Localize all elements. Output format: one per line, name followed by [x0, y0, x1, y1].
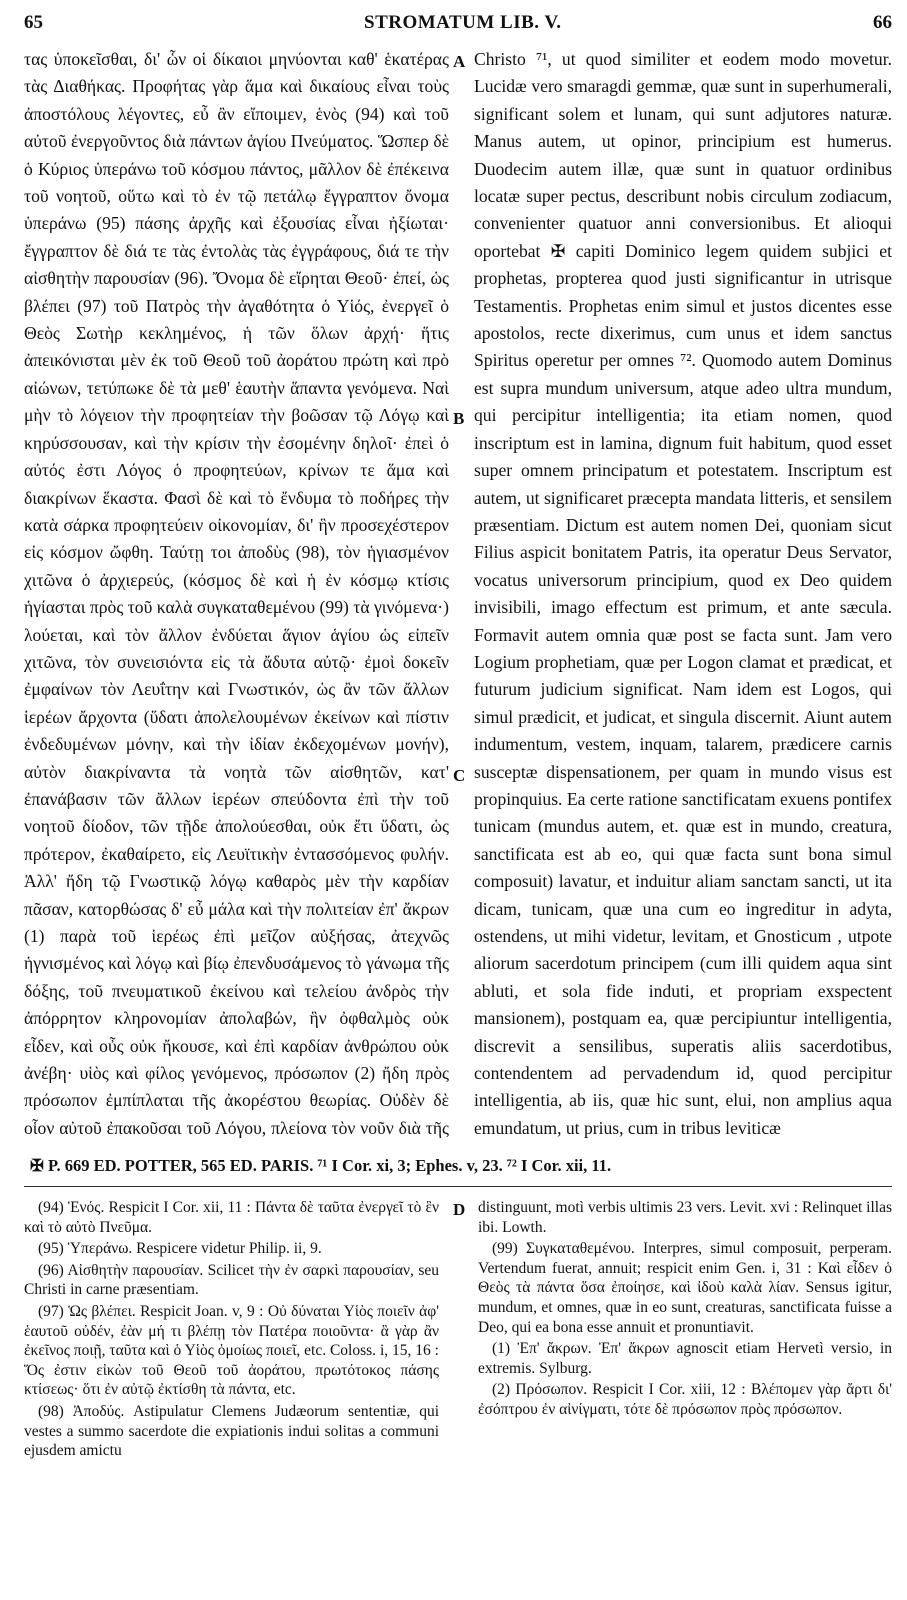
note-96: (96) Αἰσθητὴν παρουσίαν. Scilicet τὴν ἐν σαρκὶ παρουσίαν, seu Christi in carne præsentiam.	[24, 1261, 439, 1299]
page-number-left: 65	[24, 12, 43, 33]
greek-text-column	[24, 46, 449, 1146]
notes-divider	[24, 1186, 892, 1187]
note-1: (1) Ἐπ' ἄκρων. Ἐπ' ἄκρων agnoscit etiam Hervetì versio, in extremis. Sylburg.	[478, 1340, 892, 1377]
running-title: STROMATUM LIB. V.	[364, 12, 562, 33]
note-97: (97) Ὡς βλέπει. Respicit Joan. v, 9 : Οὐ δύναται Υἱὸς ποιεῖν ἀφ' ἑαυτοῦ οὐδέν, ἐὰν μή τι βλέπῃ τὸν Πατέρα ποιοῦντα· ἃ γὰρ ἂν ἐκεῖνος ποιῇ, ταῦτα καὶ ὁ Υἱὸς ὁμοίως ποιεῖ, etc. Coloss. i, 15, 16 : Ὅς ἐστιν εἰκὼν τοῦ Θεοῦ τοῦ ἀοράτου, πρωτότοκος πάσης κτίσεως· ὅτι ἐν αὐτῷ ἐκτίσθη τὰ πάντα, etc.	[24, 1302, 439, 1399]
note-99: (99) Συγκαταθεμένου. Interpres, simul composuit, perperam. Vertendum fuerat, annuit; respicit enim Gen. i, 31 : Καὶ εἶδεν ὁ Θεὸς τὰ πάντα ὅσα ἐποίησε, καὶ ἰδοὺ καλὰ λίαν. Sensus igitur, mundum, et omnes, quæ in eo sunt, creaturas, sanctificata fuisse a Deo, qui ea bona esse annuit et pronuntiavit.	[478, 1240, 892, 1336]
greek-paragraph: τας ὑποκεῖσθαι, δι' ὧν οἱ δίκαιοι μηνύονται καθ' ἑκατέρας τὰς Διαθήκας. Προφήτας γὰρ ἅμα καὶ δικαίους εἶναι τοὺς ἀποστόλους λέγοντες, εὖ ἂν εἴποιμεν, ἑνὸς (94) καὶ τοῦ αὐτοῦ ἐνεργοῦντος διὰ πάντων ἁγίου Πνεύματος. Ὥσπερ δὲ ὁ Κύριος ὑπεράνω τοῦ κόσμου πάντος, μᾶλλον δὲ ἐπέκεινα τοῦ νοητοῦ, οὕτω καὶ τὸ ἐν τῷ πετάλῳ ἔγγραπτον ὄνομα ὑπεράνω (95) πάσης ἀρχῆς καὶ ἐξουσίας εἶναι ἠξίωται· ἔγγραπτον δὲ διά τε τὰς ἐντολὰς τὰς ἐγγράφους, διά τε τὴν αἰσθητὴν παρουσίαν (96). Ὄνομα δὲ εἴρηται Θεοῦ· ἐπεί, ὡς βλέπει (97) τοῦ Πατρὸς τὴν ἀγαθότητα ὁ Υἱός, ἐνεργεῖ ὁ Θεὸς Σωτὴρ κεκλημένος, ἡ τῶν ὅλων ἀρχή· ἥτις ἀπεικόνισται μὲν ἐκ τοῦ Θεοῦ τοῦ ἀοράτου πρώτη καὶ πρὸ αἰώνων, τετύπωκε δὲ τὰ μεθ' ἑαυτὴν ἅπαντα γενόμενα. Ναὶ μὴν τὸ λόγειον τὴν προφητείαν τὴν βοῶσαν τῷ Λόγῳ καὶ κηρύσσουσαν, καὶ τὴν κρίσιν τὴν ἐσομένην δηλοῖ· ἐπεὶ ὁ αὐτός ἐστι Λόγος ὁ προφητεύων, κρίνων τε ἅμα καὶ διακρίνων ἕκαστα. Φασὶ δὲ καὶ τὸ ἔνδυμα τὸ ποδήρες τὴν κατὰ σάρκα προφητεύειν οἰκονομίαν, δι' ἣν προσεχέστερον εἰς κόσμον ὤφθη. Ταύτῃ τοι ἀποδὺς (98), τὸν ἡγιασμένον χιτῶνα ὁ ἀρχιερεύς, (κόσμος δὲ καὶ ἡ ἐν κόσμῳ κτίσις ἡγίασται πρὸς τοῦ καλὰ συγκαταθεμένου (99) τὰ γινόμενα·) λούεται, καὶ τὸν ἄλλον ἐνδύεται ἅγιον ἁγίου ὡς εἰπεῖν χιτῶνα, τὸν συνεισιόντα εἰς τὰ ἄδυτα αὐτῷ· ἐμοὶ δοκεῖν ἐμφαίνων τὸν Λευΐτην καὶ Γνωστικόν, ὡς ἂν τῶν ἄλλων ἱερέων ἄρχοντα (ὕδατι ἀπολελουμένων ἐκείνων καὶ πίστιν ἐνδεδυμένων μόνην, καὶ τὴν ἰδίαν ἐκδεχομένων μονήν), αὐτὸν διακρίναντα τὰ νοητὰ τῶν αἰσθητῶν, κατ' ἐπανάβασιν τῶν ἄλλων ἱερέων σπεύδοντα ἐπὶ τὴν τοῦ νοητοῦ δίοδον, τῶν τῇδε ἀπολούεσθαι, οὐκ ἔτι ὕδατι, ὡς πρότερον, ἐκαθαίρετο, εἰς Λευϊτικὴν ἐντασσόμενος φυλήν. Ἀλλ' ἤδη τῷ Γνωστικῷ λόγῳ καθαρὸς μὲν τὴν καρδίαν πᾶσαν, κατορθώσας δ' εὖ μάλα καὶ τὴν πολιτείαν ἐπ' ἄκρων (1) παρὰ τοῦ ἱερέως ἐπὶ μεῖζον αὐξήσας, ἀτεχνῶς ἡγνισμένος καὶ λόγῳ καὶ βίῳ ἐπενδυσάμενος τὸ γάνωμα τῆς δόξης, τοῦ πνευματικοῦ ἐκείνου καὶ τελείου ἀνδρὸς τὴν ἀπόρρητον κληρονομίαν ἀπολαβών, ἣν ὀφθαλμὸς οὐκ εἶδεν, καὶ οὖς οὐκ ἤκουσε, καὶ ἐπὶ καρδίαν ἀνθρώπου οὐκ ἀνέβη· υἱὸς καὶ φίλος γενόμενος, πρόσωπον (2) ἤδη πρὸς πρόσωπον ἐμπίπλαται τῆς ἀκορέστου θεωρίας. Οὐδὲν δὲ οἷον αὐτοῦ ἐπακοῦσαι τοῦ Λόγου, πλείονα τὸν νοῦν διὰ τῆς	[24, 49, 449, 1138]
note-95: (95) Ὑπεράνω. Respicere videtur Philip. ii, 9.	[38, 1240, 322, 1258]
edition-footnote-line: ✠ P. 669 ED. POTTER, 565 ED. PARIS. ⁷¹ I Cor. xi, 3; Ephes. v, 23. ⁷² I Cor. xii, 11.	[30, 1156, 612, 1175]
margin-letter-a: A	[453, 52, 466, 71]
margin-letter-b: B	[453, 409, 465, 428]
page-header	[24, 12, 892, 40]
latin-text-column	[474, 46, 892, 1146]
latin-paragraph: Christo ⁷¹, ut quod similiter et eodem modo movetur. Lucidæ vero smaragdi gemmæ, quæ sunt in superhumerali, significant solem et lunam, qui sunt adjutores naturæ. Manus autem, ut opinor, principium est humerus. Duodecim autem illæ, quæ sunt in quatuor ordinibus locatæ super pectus, describunt nobis circulum zodiacum, convenienter quatuor anni conversionibus. Et alioqui oportebat ✠ capiti Dominico legem quidem subjici et prophetas, propterea quod justi significantur in utrisque Testamentis. Prophetas enim simul et justos dicentes esse apostolos, recte dixerimus, cum unus et idem sanctus Spiritus operetur per omnes ⁷². Quomodo autem Dominus est supra mundum universum, atque adeo ultra mundum, qui percipitur intelligentia; ita etiam nomen, quod inscriptum est in lamina, dignum fuit habitum, quod esset super omnem principatum et potestatem. Inscriptum est autem, ut significaret præcepta mandata litteris, et sensilem præsentiam. Dictum est autem nomen Dei, quoniam sicut Filius aspicit bonitatem Patris, ita operatur Deus Servator, vocatus universorum principium, quod ex Deo quidem invisibili, imago effectum est primum, et ante sæcula. Formavit autem omnia quæ post se facta sunt. Jam vero Logium prophetiam, quæ per Logon clamat et prædicat, et futurum judicium significat. Nam idem est Logos, qui simul prædicit, et judicat, et singula discernit. Aiunt autem indumentum, vestem, inquam, talarem, prædicere carnis susceptæ dispensationem, per quam in mundo visus est propinquius. Ea certe ratione sanctificatam exuens pontifex tunicam (mundus autem, et. quæ est in mundo, creatura, sanctificata est ab eo, qui quæ facta sunt bona simul composuit) lavatur, et induitur aliam sanctam sancti, ut ita dicam, tunicam, quæ una cum eo ingreditur in adyta, ostendens, ut mihi videtur, levitam, et Gnosticum , utpote aliorum sacerdotum principem (cum illi quidem aqua sint abluti, et sola fide induti, et propriam exspectent mansionem), postquam ea, quæ percipiuntur intelligentia, discrevit a sensilibus, superatis aliis sacerdotibus, contendentem ad pervadendum id, quod percipitur intelligentia, ab iis, quæ hic sunt, elui, non amplius aqua emundatum, ut prius, cum in tribus leviticæ	[474, 49, 892, 1138]
notes-left-column	[24, 1198, 439, 1588]
note-98: (98) Ἀποδύς. Astipulatur Clemens Judæorum sententiæ, qui vestes a summo sacerdote die expiationis indui solitas a communi ejusdem amictu	[24, 1402, 439, 1460]
page-number-right: 66	[873, 12, 892, 33]
note-2: (2) Πρόσωπον. Respicit I Cor. xiii, 12 : Βλέπομεν γὰρ ἄρτι δι' ἐσόπτρου ἐν αἰνίγματι, τότε δὲ πρόσωπον πρὸς πρόσωπον.	[478, 1381, 892, 1418]
note-98-continued: distinguunt, motì verbis ultimis 23 vers. Levit. xvi : Relinquet illas ibi. Lowth.	[478, 1199, 892, 1236]
note-94: (94) Ἑνός. Respicit I Cor. xii, 11 : Πάντα δὲ ταῦτα ἐνεργεῖ τὸ ἓν καὶ τὸ αὐτὸ Πνεῦμα.	[24, 1199, 439, 1236]
notes-right-column	[478, 1198, 892, 1588]
margin-letter-c: C	[453, 766, 466, 785]
margin-letter-d: D	[453, 1200, 466, 1219]
